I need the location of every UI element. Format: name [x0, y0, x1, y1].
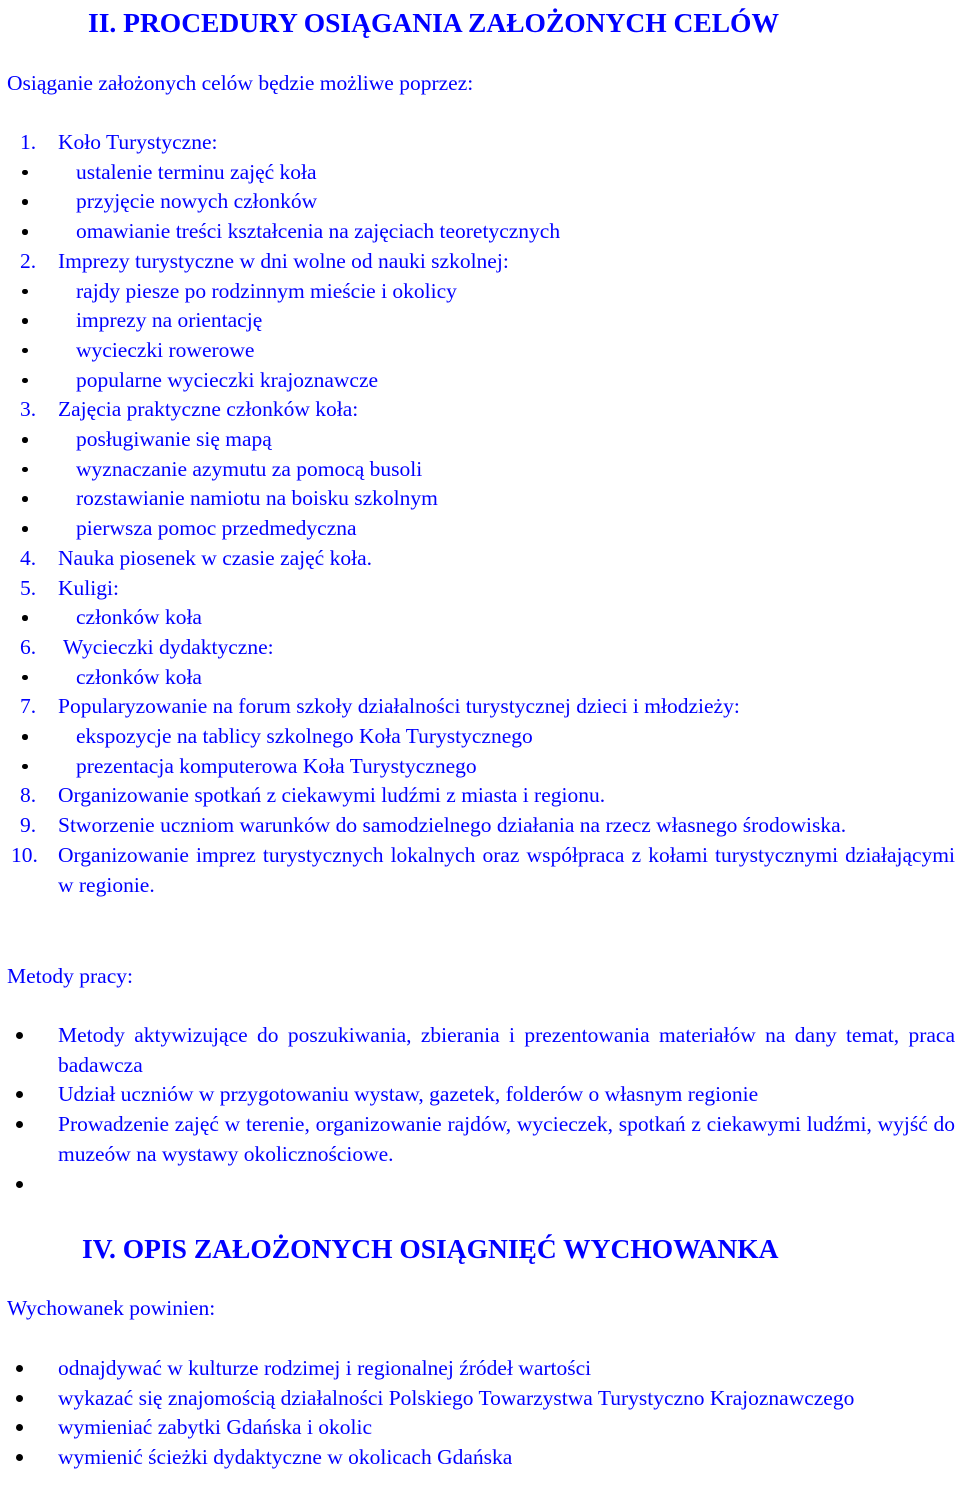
- procedure-item: [0, 128, 960, 247]
- list-item: prezentacja komputerowa Koła Turystycznego: [0, 752, 955, 782]
- list-item: odnajdywać w kulturze rodzimej i regionalnej źródeł wartości: [0, 1354, 960, 1384]
- item-title: Zajęcia praktyczne członków koła:: [58, 397, 359, 422]
- procedure-item: [0, 544, 960, 574]
- list-item: ekspozycje na tablicy szkolnego Koła Turystycznego: [0, 722, 955, 752]
- list-item: popularne wycieczki krajoznawcze: [0, 366, 955, 396]
- list-item: imprezy na orientację: [0, 306, 955, 336]
- list-item: wykazać się znajomością działalności Polskiego Towarzystwa Turystyczno Krajoznawczego: [0, 1384, 960, 1414]
- subitem-list: [0, 603, 955, 633]
- list-item: członków koła: [0, 603, 955, 633]
- list-item: Prowadzenie zajęć w terenie, organizowanie rajdów, wycieczek, spotkań z ciekawymi ludźmi, wyjść do muzeów na wystawy okolicznościowe.: [0, 1110, 960, 1169]
- item-title: Stworzenie uczniom warunków do samodzielnego działania na rzecz własnego środowiska.: [58, 813, 847, 838]
- procedure-item: [0, 395, 960, 544]
- item-title: Kuligi:: [58, 575, 119, 600]
- procedure-item: [0, 633, 960, 692]
- item-number: 6.: [20, 634, 37, 659]
- list-item: pierwsza pomoc przedmedyczna: [0, 514, 955, 544]
- procedure-item: [0, 692, 960, 781]
- methods-label: Metody pracy:: [7, 964, 133, 988]
- item-title: Imprezy turystyczne w dni wolne od nauki szkolnej:: [58, 248, 509, 273]
- item-number: 4.: [20, 545, 37, 570]
- procedure-item: [0, 247, 960, 396]
- item-number: 5.: [20, 575, 37, 600]
- subitem-list: [0, 425, 955, 544]
- list-item: [0, 1170, 960, 1200]
- item-number: 1.: [20, 130, 37, 154]
- procedure-item: [0, 811, 960, 841]
- methods-list: [0, 1021, 960, 1199]
- outcomes-intro: Wychowanek powinien:: [7, 1296, 216, 1320]
- item-title: Nauka piosenek w czasie zajęć koła.: [58, 545, 372, 570]
- item-number: 9.: [20, 813, 37, 838]
- section-heading-outcomes: IV. OPIS ZAŁOŻONYCH OSIĄGNIĘĆ WYCHOWANKA: [82, 1233, 779, 1264]
- list-item: wyznaczanie azymutu za pomocą busoli: [0, 455, 955, 485]
- list-item: Metody aktywizujące do poszukiwania, zbierania i prezentowania materiałów na dany temat, praca badawcza: [0, 1021, 960, 1080]
- subitem-list: [0, 663, 955, 693]
- list-item: Udział uczniów w przygotowaniu wystaw, gazetek, folderów o własnym regionie: [0, 1080, 960, 1110]
- list-item: wycieczki rowerowe: [0, 336, 955, 366]
- procedure-item: [0, 574, 960, 633]
- subitem-list: [0, 158, 955, 247]
- list-item: wymieniać zabytki Gdańska i okolic: [0, 1413, 960, 1443]
- item-number: 10.: [11, 842, 38, 867]
- item-title: Organizowanie spotkań z ciekawymi ludźmi z miasta i regionu.: [58, 783, 606, 808]
- list-item: omawianie treści kształcenia na zajęciach teoretycznych: [0, 217, 955, 247]
- list-item: ustalenie terminu zajęć koła: [0, 158, 955, 188]
- item-number: 8.: [20, 783, 37, 808]
- item-number: 3.: [20, 397, 37, 422]
- list-item: posługiwanie się mapą: [0, 425, 955, 455]
- item-title: Popularyzowanie na forum szkoły działalności turystycznej dzieci i młodzieży:: [58, 694, 740, 719]
- procedure-item: [0, 841, 960, 900]
- list-item: przyjęcie nowych członków: [0, 187, 955, 217]
- outcomes-list: [0, 1354, 960, 1473]
- list-item: członków koła: [0, 663, 955, 693]
- section-heading-procedures: II. PROCEDURY OSIĄGANIA ZAŁOŻONYCH CELÓW: [88, 7, 779, 38]
- item-number: 2.: [20, 248, 37, 273]
- procedure-item: [0, 781, 960, 811]
- list-item: rajdy piesze po rodzinnym mieście i okolicy: [0, 277, 955, 307]
- list-item: rozstawianie namiotu na boisku szkolnym: [0, 484, 955, 514]
- item-number: 7.: [20, 694, 37, 719]
- item-title: Organizowanie imprez turystycznych lokalnych oraz współpraca z kołami turystycznymi działającymi w regionie.: [58, 842, 955, 897]
- item-title: Wycieczki dydaktyczne:: [58, 634, 274, 659]
- item-title: Koło Turystyczne:: [58, 130, 218, 154]
- subitem-list: [0, 722, 955, 781]
- procedures-intro: Osiąganie założonych celów będzie możliwe poprzez:: [7, 71, 474, 95]
- list-item: wymienić ścieżki dydaktyczne w okolicach Gdańska: [0, 1443, 960, 1473]
- subitem-list: [0, 277, 955, 396]
- procedures-list: [0, 128, 960, 900]
